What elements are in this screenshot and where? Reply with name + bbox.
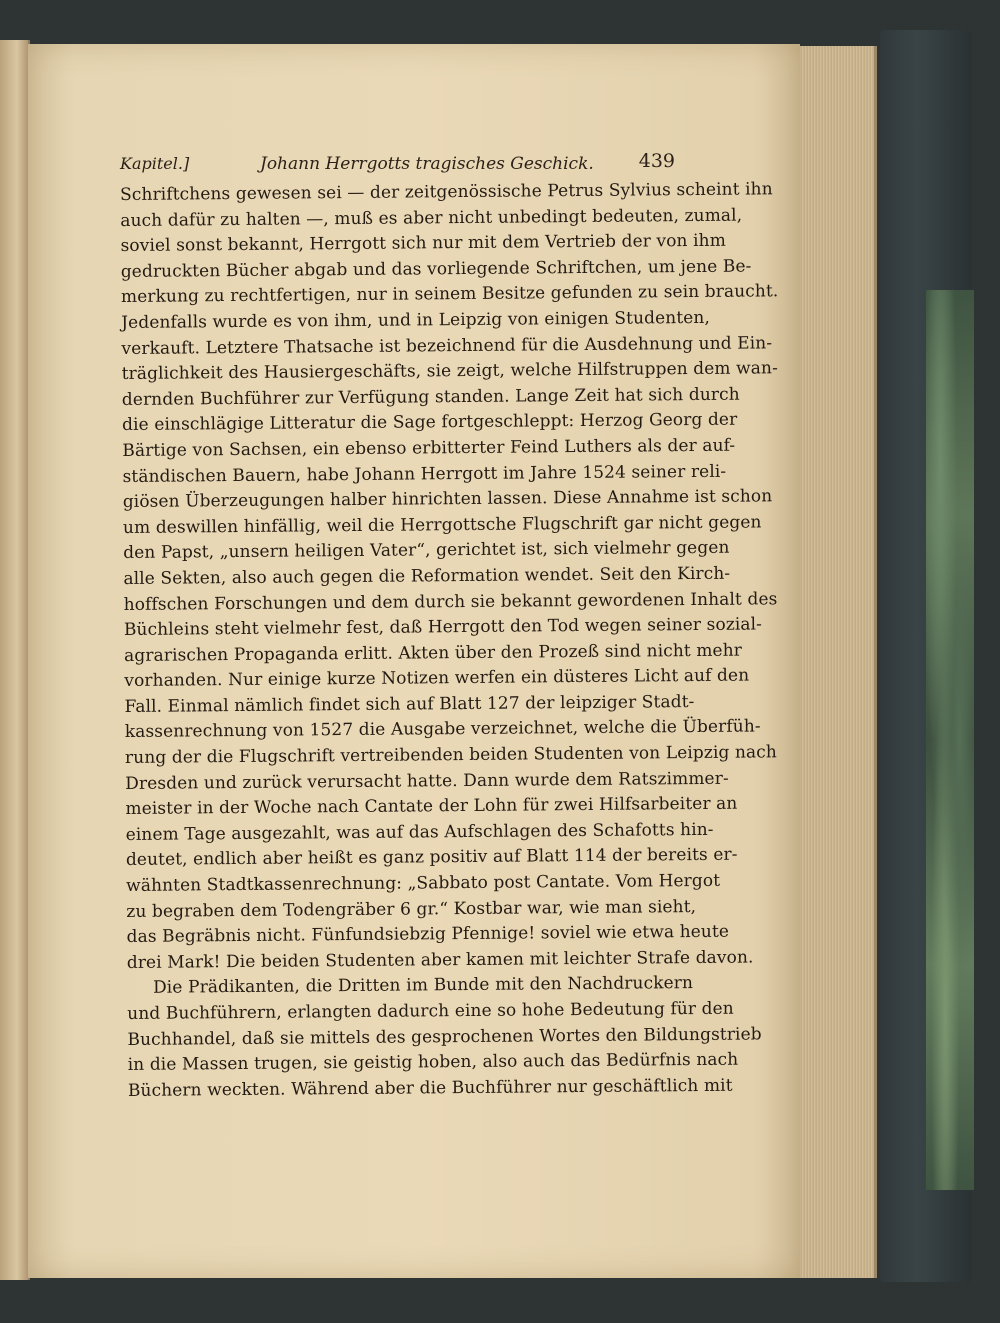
text-line: verkauft. Letztere Thatsache ist bezeichnend für die Ausdehnung und Ein-: [121, 332, 773, 359]
running-header: [120, 150, 675, 178]
text-line: zu begraben dem Todengräber 6 gr.“ Kostbar war, wie man sieht,: [126, 896, 697, 922]
text-line: alle Sekten, also auch gegen die Reformation wendet. Seit den Kirch-: [123, 563, 731, 589]
chapter-label: Kapitel.]: [120, 154, 190, 173]
text-line: wähnten Stadtkassenrechnung: „Sabbato post Cantate. Vom Hergot: [126, 870, 721, 897]
text-line: Die Prädikanten, die Dritten im Bunde mit den Nachdruckern: [152, 973, 694, 999]
text-line: und Buchführern, erlangten dadurch eine so hohe Bedeutung für den: [127, 998, 734, 1024]
text-line: soviel sonst bekannt, Herrgott sich nur mit dem Vertrieb der von ihm: [120, 230, 726, 257]
text-line: das Begräbnis nicht. Fünfundsiebzig Pfennige! soviel wie etwa heute: [126, 921, 730, 948]
left-page-edge: [0, 40, 30, 1280]
body-text: [120, 178, 779, 1104]
text-line: auch dafür zu halten —, muß es aber nicht unbedingt bedeuten, zumal,: [120, 205, 743, 231]
marbled-cover-edge: [926, 290, 974, 1190]
text-line: die einschlägige Litteratur die Sage fortgeschleppt: Herzog Georg der: [122, 409, 738, 436]
page-number: 439: [638, 150, 675, 172]
text-line: deutet, endlich aber heißt es ganz positiv auf Blatt 114 der bereits er-: [125, 845, 738, 871]
text-line: merkung zu rechtfertigen, nur in seinem Besitze gefunden zu sein braucht.: [120, 281, 779, 308]
text-line: vorhanden. Nur einige kurze Notizen werfen ein düsteres Licht auf den: [124, 665, 750, 692]
text-line: gedruckten Bücher abgab und das vorliegende Schriftchen, um jene Be-: [120, 256, 752, 282]
text-line: einem Tage ausgezahlt, was auf das Aufschlagen des Schafotts hin-: [125, 819, 714, 845]
text-line: Dresden und zurück verursacht hatte. Dann wurde dem Ratszimmer-: [125, 768, 729, 794]
text-line: meister in der Woche nach Cantate der Lohn für zwei Hilfsarbeiter an: [125, 793, 738, 820]
text-line: Bärtige von Sachsen, ein ebenso erbitterter Feind Luthers als der auf-: [122, 435, 736, 461]
text-line: Buchhandel, daß sie mittels des gesprochenen Wortes den Bildungstrieb: [127, 1024, 762, 1050]
text-line: giösen Überzeugungen halber hinrichten lassen. Diese Annahme ist schon: [122, 486, 773, 513]
text-line: Büchern weckten. Während aber die Buchführer nur geschäftlich mit: [127, 1075, 733, 1101]
running-title: Johann Herrgotts tragisches Geschick.: [260, 154, 594, 174]
text-line: kassenrechnung von 1527 die Ausgabe verzeichnet, welche die Überfüh-: [124, 716, 761, 743]
text-line: hoffschen Forschungen und dem durch sie bekannt gewordenen Inhalt des: [123, 588, 778, 615]
text-line: Schriftchens gewesen sei — der zeitgenössische Petrus Sylvius scheint ihn: [120, 179, 773, 205]
text-line: in die Massen trugen, sie geistig hoben, also auch das Bedürfnis nach: [127, 1049, 739, 1076]
text-line: den Papst, „unsern heiligen Vater“, gerichtet ist, sich vielmehr gegen: [123, 538, 730, 564]
text-line: ständischen Bauern, habe Johann Herrgott im Jahre 1524 seiner reli-: [122, 461, 727, 487]
text-line: Büchleins steht vielmehr fest, daß Herrgott den Tod wegen seiner sozial-: [123, 614, 763, 641]
page-block-edges: [796, 46, 877, 1278]
text-line: drei Mark! Die beiden Studenten aber kamen mit leichter Strafe davon.: [126, 947, 754, 973]
text-line: träglichkeit des Hausiergeschäfts, sie zeigt, welche Hilfstruppen dem wan-: [121, 358, 778, 385]
text-line: dernden Buchführer zur Verfügung standen. Lange Zeit hat sich durch: [121, 384, 740, 410]
text-line: Jedenfalls wurde es von ihm, und in Leipzig von einigen Studenten,: [121, 307, 711, 333]
text-line: Fall. Einmal nämlich findet sich auf Blatt 127 der leipziger Stadt-: [124, 691, 695, 717]
text-line: agrarischen Propaganda erlitt. Akten über den Prozeß sind nicht mehr: [124, 640, 743, 666]
text-line: rung der die Flugschrift vertreibenden beiden Studenten von Leipzig nach: [124, 742, 777, 769]
text-line: um deswillen hinfällig, weil die Herrgottsche Flugschrift gar nicht gegen: [122, 512, 762, 538]
